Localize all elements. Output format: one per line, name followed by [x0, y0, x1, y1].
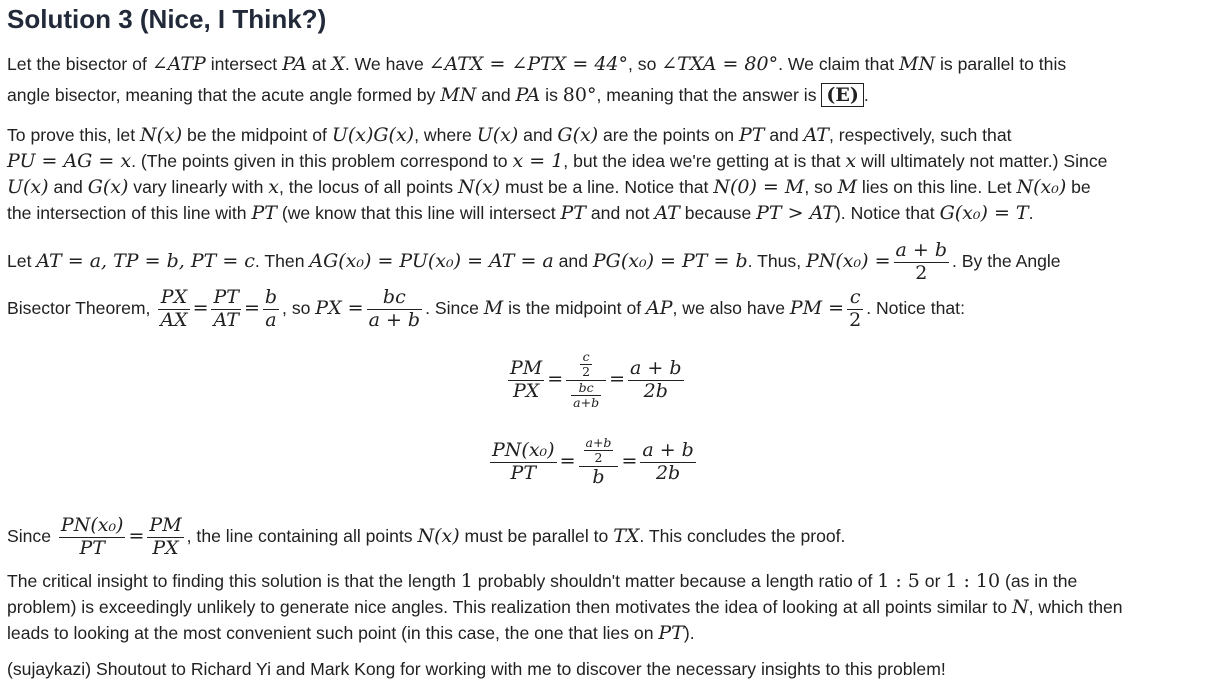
p1-line1: [7, 53, 1066, 75]
numerator: a + b: [642, 438, 694, 461]
numerator: PM: [149, 514, 182, 536]
p5-line3: [7, 622, 695, 644]
math: AT: [654, 202, 680, 224]
denominator: 2: [849, 308, 862, 331]
math: N: [1012, 596, 1029, 618]
compound-denominator: [566, 381, 606, 411]
fraction: [367, 287, 423, 332]
math: G(x): [87, 176, 129, 198]
fraction: [894, 240, 950, 285]
text: To prove this, let: [7, 125, 140, 145]
denominator: 2: [582, 364, 591, 380]
math: AT: [803, 124, 829, 146]
math: PT > AT: [756, 202, 835, 224]
math: ∠TXA = 80°: [661, 53, 779, 75]
numerator: a + b: [895, 239, 948, 261]
denominator: 2b: [655, 461, 681, 484]
text: at: [306, 54, 332, 74]
text: . We claim that: [778, 54, 900, 74]
math: PN(x₀) =: [805, 250, 891, 272]
text: . Since: [425, 298, 484, 318]
text: .: [863, 85, 869, 105]
numerator: a + b: [630, 356, 682, 379]
math: PT: [658, 622, 684, 644]
text: ).: [683, 623, 695, 643]
denominator: 2: [915, 261, 928, 284]
p2-line3: [7, 176, 1091, 198]
math: TX: [613, 525, 640, 547]
compound-numerator: [566, 350, 606, 381]
display-equation-2: $\frac{\text{PN(x₀)}}{PT}$ = $\frac{\frac{a+b}{2}}{b}$ = $\frac{a + b}{2b}$: [492, 435, 694, 488]
compound-fraction: [566, 350, 606, 411]
fraction: [490, 440, 557, 485]
fraction: [508, 358, 544, 403]
text: . (The points given in this problem correspond to: [131, 151, 513, 171]
text: (sujaykazi) Shoutout to Richard Yi and Mark Kong for working with me to discover the necessary insights to this problem!: [7, 659, 946, 679]
denominator: AT: [213, 308, 239, 331]
math: M: [837, 176, 858, 198]
text: , so: [282, 298, 316, 318]
p5-line2: [7, 596, 1123, 618]
fraction: [59, 515, 126, 560]
math: x: [268, 176, 279, 198]
math: x = 1: [512, 150, 564, 172]
math: 1: [460, 570, 473, 592]
compound-fraction: [579, 436, 619, 489]
numerator: bc: [571, 381, 601, 396]
math: MN: [899, 53, 936, 75]
math: G(x₀) = T: [939, 202, 1029, 224]
denominator: a + b: [368, 308, 421, 331]
fraction: [628, 358, 684, 403]
math: U(x)G(x): [331, 124, 415, 146]
answer-box: (E): [821, 83, 863, 107]
math: M: [483, 297, 504, 319]
math: PU = AG = x: [7, 150, 132, 172]
text: is: [540, 85, 563, 105]
text: . Then: [254, 251, 310, 271]
numerator: bc: [367, 287, 423, 310]
fraction: [640, 440, 696, 485]
denominator: AX: [160, 308, 188, 331]
math: N(x): [417, 525, 460, 547]
text: . We have: [344, 54, 429, 74]
math: N(x): [457, 176, 501, 198]
math: PT: [251, 202, 277, 224]
math: ∠ATP: [151, 53, 206, 75]
text: , so: [628, 54, 662, 74]
text: (we know that this line will intersect: [276, 203, 561, 223]
numerator: b: [264, 286, 278, 308]
text: and: [518, 125, 558, 145]
text: and: [764, 125, 804, 145]
denominator: 2b: [643, 379, 668, 402]
fraction: [147, 515, 183, 560]
text: . By the Angle: [952, 251, 1061, 271]
fraction: [584, 436, 614, 466]
text: be: [1066, 177, 1091, 197]
denominator: PT: [79, 536, 105, 559]
text: , which then: [1028, 597, 1123, 617]
p3-line1: [7, 238, 1061, 285]
text: and: [48, 177, 88, 197]
fraction: [847, 287, 863, 332]
math: AT = a, TP = b, PT = c: [36, 250, 255, 272]
numerator: c: [847, 287, 863, 310]
denominator: PX: [152, 536, 179, 559]
denominator: a+b: [573, 395, 600, 411]
text: , the line containing all points: [186, 526, 418, 546]
text: Let the bisector of: [7, 54, 152, 74]
p4-line: Since $\frac{\text{PN(x₀)}}{PT}$ = $\frac{PM}{PX}$ , the line containing all points N(x) must be parallel to TX. This concludes the proof.: [7, 514, 846, 559]
text: , but the idea we're getting at is that: [563, 151, 846, 171]
denominator: PT: [510, 461, 537, 484]
math: U(x): [7, 176, 49, 198]
text: angle bisector, meaning that the acute angle formed by: [7, 85, 441, 105]
text: , the locus of all points: [278, 177, 458, 197]
text: Since: [7, 526, 56, 546]
math: N(0) = M: [713, 176, 805, 198]
math: N(x₀): [1016, 176, 1067, 198]
text: problem) is exceedingly unlikely to generate nice angles. This realization then motivates the idea of looking at all points similar to: [7, 597, 1013, 617]
text: . Notice that:: [866, 298, 965, 318]
math: AG(x₀) = PU(x₀) = AT = a: [309, 250, 554, 272]
display-equation-1: $\frac{PM}{PX}$ = $\frac{\frac{c}{2}}{\frac{bc}{a+b}}$ = $\frac{a + b}{2b}$: [510, 349, 682, 411]
p6-line: [7, 658, 946, 680]
text: will ultimately not matter.) Since: [856, 151, 1108, 171]
text: The critical insight to finding this solution is that the length: [7, 571, 461, 591]
text: vary linearly with: [128, 177, 269, 197]
text: must be a line. Notice that: [500, 177, 714, 197]
fraction: [263, 287, 279, 332]
math: PX =: [315, 297, 364, 319]
text: are the points on: [598, 125, 739, 145]
math: PT: [738, 124, 765, 146]
math: x: [845, 150, 857, 172]
math: 1 : 5: [877, 570, 920, 592]
math: G(x): [557, 124, 599, 146]
numerator: PN(x₀): [492, 438, 555, 461]
math: AP: [646, 297, 673, 319]
math: PA: [282, 53, 307, 75]
math: X: [331, 53, 345, 75]
math: MN: [440, 84, 477, 106]
p2-line2: [7, 150, 1107, 172]
p5-line1: [7, 570, 1077, 592]
text: is parallel to this: [935, 54, 1067, 74]
numerator: PT: [213, 286, 239, 308]
text: Let: [7, 251, 37, 271]
numerator: PM: [510, 356, 543, 379]
text: be the midpoint of: [182, 125, 332, 145]
math: ∠ATX = ∠PTX = 44°: [428, 53, 629, 75]
text: ). Notice that: [834, 203, 940, 223]
denominator: 2: [594, 450, 603, 466]
text: intersect: [205, 54, 283, 74]
text: .: [1028, 203, 1034, 223]
text: and: [476, 85, 516, 105]
math: U(x): [476, 124, 519, 146]
math: PT: [560, 202, 586, 224]
text: because: [679, 203, 757, 223]
text: Bisector Theorem,: [7, 298, 156, 318]
fraction: [571, 381, 601, 411]
text: , meaning that the answer is: [596, 85, 822, 105]
text: , respectively, such that: [828, 125, 1012, 145]
math: PG(x₀) = PT = b: [592, 250, 748, 272]
text: probably shouldn't matter because a length ratio of: [472, 571, 878, 591]
compound-numerator: [579, 436, 619, 467]
text: and not: [585, 203, 655, 223]
text: , so: [804, 177, 838, 197]
p1-line2: [7, 84, 869, 106]
text: . This concludes the proof.: [639, 526, 846, 546]
text: . Thus,: [747, 251, 806, 271]
denominator: PX: [512, 379, 540, 402]
text: , we also have: [672, 298, 790, 318]
text: , where: [414, 125, 477, 145]
fraction: [158, 287, 189, 332]
text: leads to looking at the most convenient such point (in this case, the one that lies on: [7, 623, 659, 643]
math: 80°: [562, 84, 597, 106]
section-title: Solution 3 (Nice, I Think?): [7, 4, 327, 34]
text: must be parallel to: [459, 526, 614, 546]
p2-line4: [7, 202, 1033, 224]
math: PA: [515, 84, 541, 106]
numerator: a+b: [585, 435, 612, 450]
text: the intersection of this line with: [7, 203, 252, 223]
fraction: [211, 287, 240, 332]
numerator: c: [580, 350, 592, 365]
text: or: [919, 571, 946, 591]
text: and: [553, 251, 593, 271]
compound-denominator: b: [592, 465, 605, 488]
fraction: [580, 350, 592, 380]
math: PM =: [789, 297, 845, 319]
math: 1 : 10: [945, 570, 1001, 592]
math: N(x): [140, 124, 183, 146]
numerator: PN(x₀): [60, 514, 124, 536]
p3-line2: Bisector Theorem, $\frac{PX}{AX}$ = $\frac{PT}{AT}$ = $\frac{b}{a}$ , so PX = $\frac{bc}{a + b}$ . Since M is the midpoint of AP, we also have PM = $\frac{c}{2}$ . Notice that:: [7, 286, 965, 331]
text: (as in the: [1000, 571, 1078, 591]
numerator: PX: [158, 287, 189, 310]
text: is the midpoint of: [503, 298, 647, 318]
denominator: a: [265, 308, 277, 331]
text: lies on this line. Let: [857, 177, 1017, 197]
p2-line1: [7, 124, 1012, 146]
